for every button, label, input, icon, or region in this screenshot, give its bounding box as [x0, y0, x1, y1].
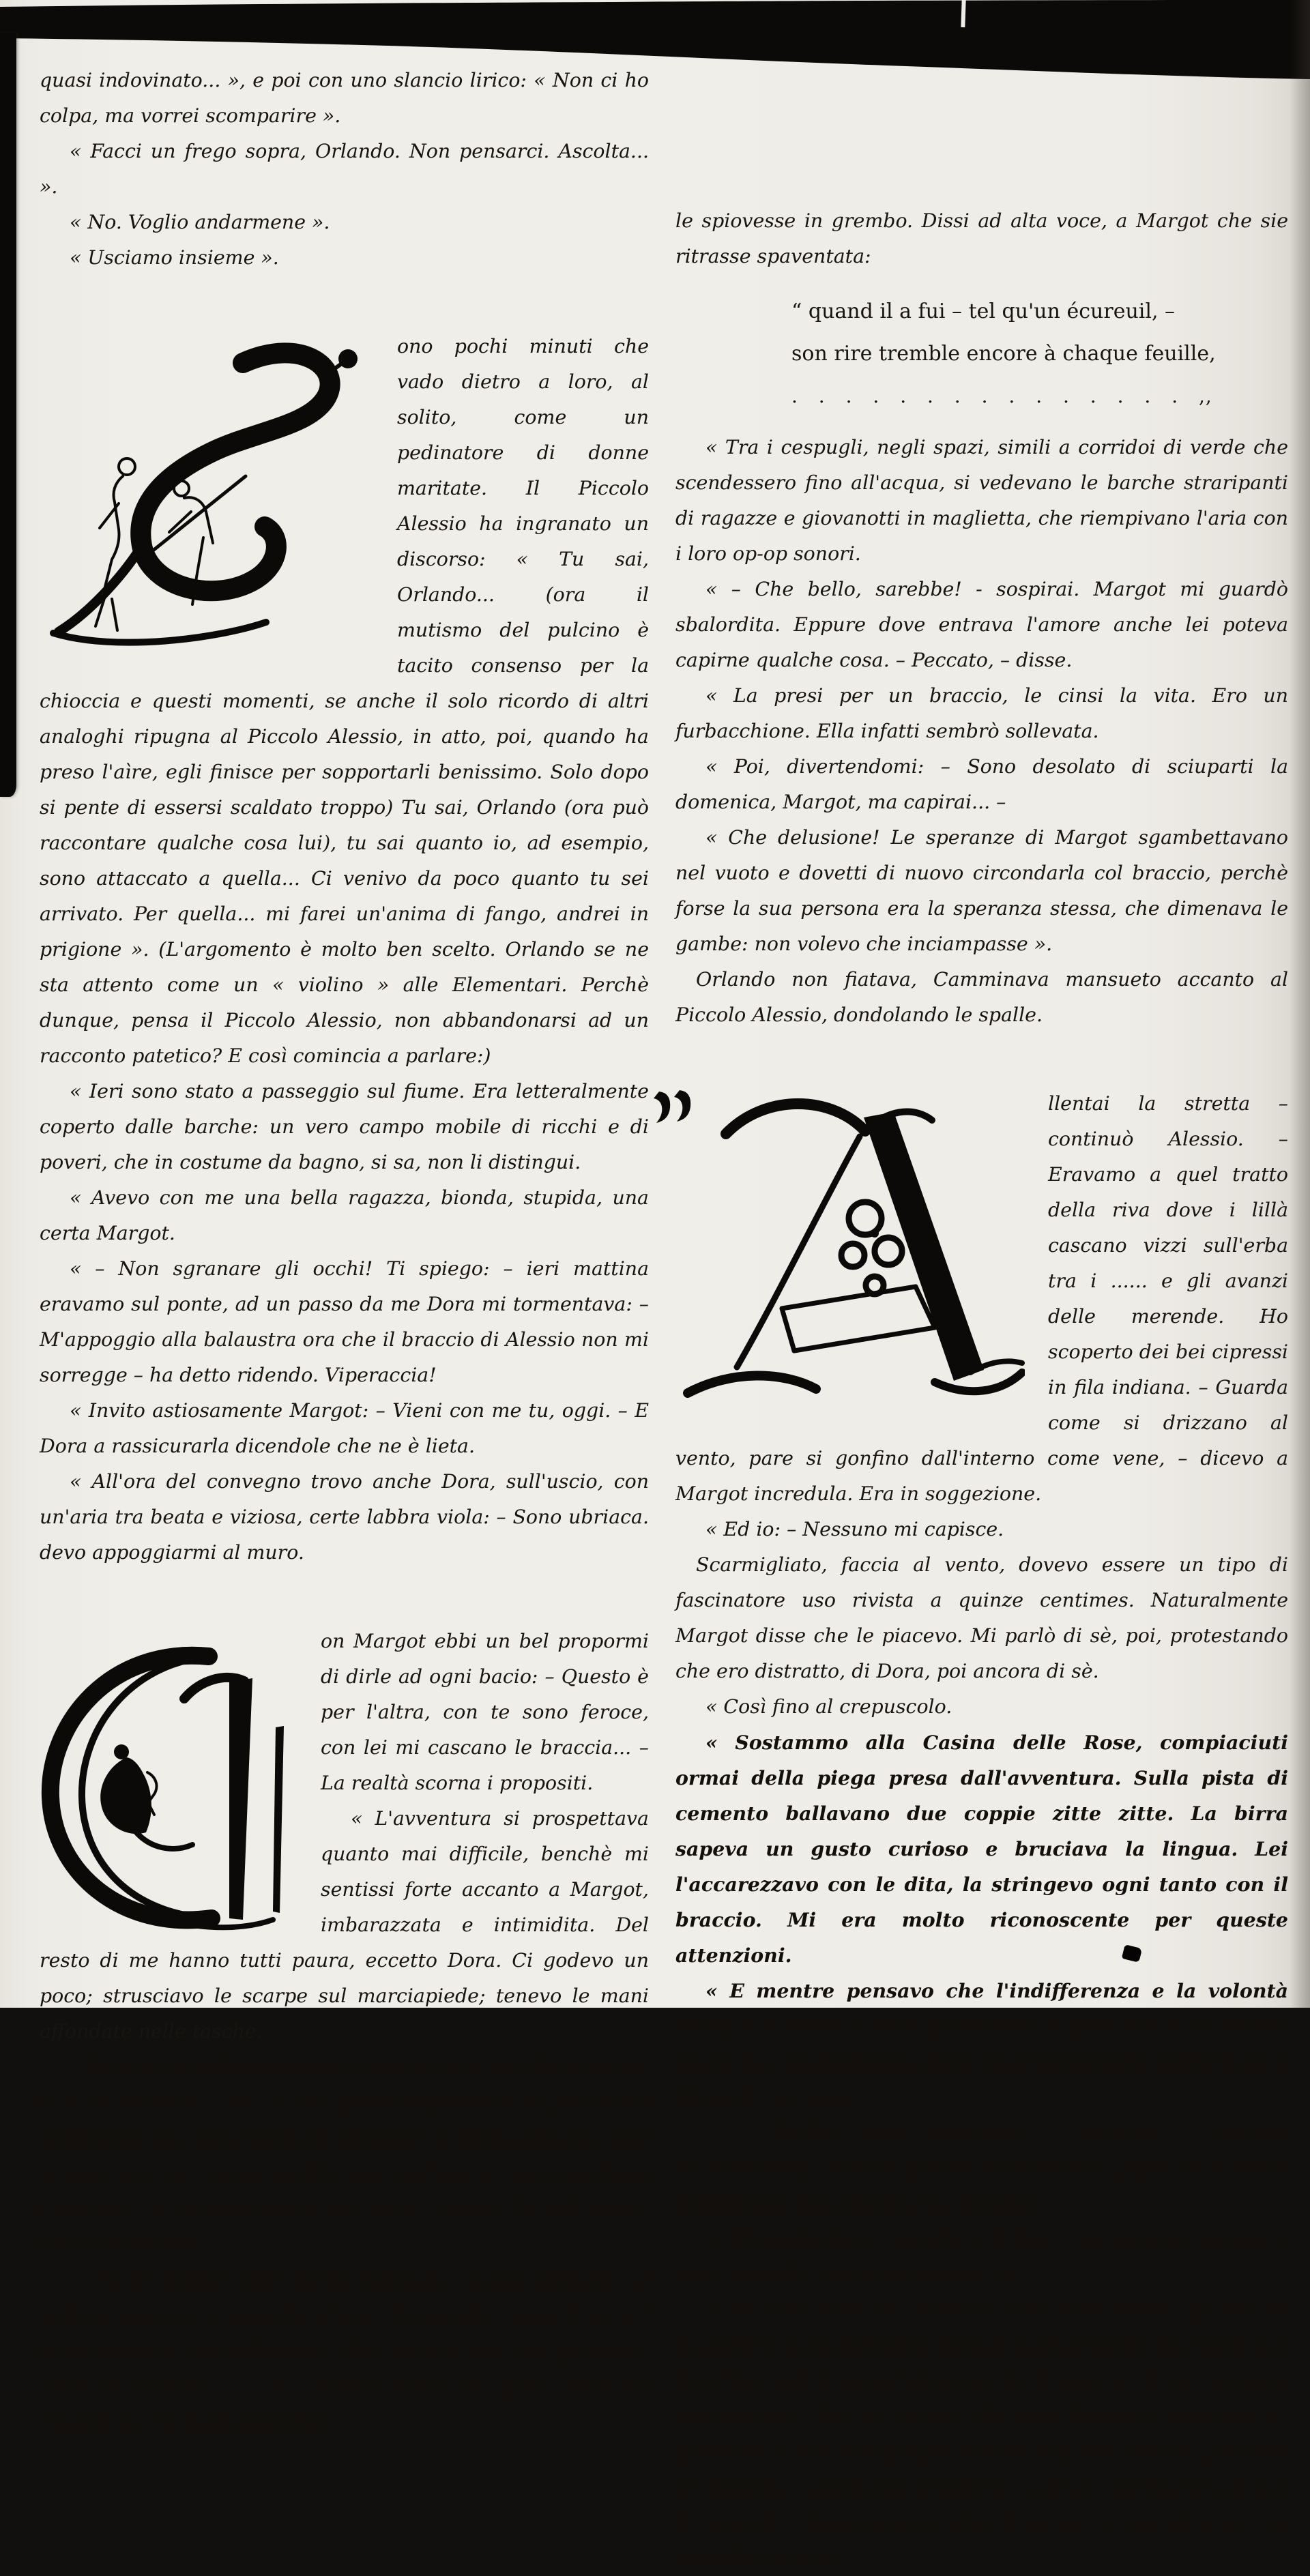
dropcap-c-illustration — [26, 1626, 296, 1940]
paragraph: Scarmigliato, faccia al vento, dovevo essere un tipo di fascinatore uso rivista a quinze centimes. Naturalmente Margot disse che le piacevo. Mi parlò di sè, poi, protestando che ero distratto, di Dora, poi ancora di sè. — [675, 1553, 1288, 1682]
paragraph: « – Voglio fare l'amante, – diceva. – Niente matrimonio, perchè quando avessi un pupo sento che non potrei più amare mio marito. – — [675, 2121, 1288, 2215]
woman-profile — [100, 1744, 192, 1849]
dropcap-s-illustration — [40, 333, 371, 648]
paragraph: « Ieri sono stato a passeggio sul fiume. Era letteralmente coperto dalle barche: un vero campo mobile di ricchi e di poveri, che in costume da bagno, si sa, non li distingui. — [40, 1080, 649, 1173]
paragraph: « Così fino al crepuscolo. — [705, 1695, 952, 1718]
paragraph: « – Non sgranare gli occhi! Ti spiego: – ieri mattina eravamo sul ponte, ad un passo da me Dora mi tormentava: – M'appoggio alla balaustra ora che il braccio di Alessio non mi sorregge – ha detto ridendo. Viperaccia! — [40, 1257, 649, 1386]
paragraph: « All'ora del convegno trovo anche Dora, sull'uscio, con un'aria tra beata e viziosa, certe labbra viola: – Sono ubriaca. devo appoggiarmi al muro. — [40, 1470, 649, 1564]
paragraph: « Doveva lasciar passare altri due mesi, prima di diventare maggiorenne, libera, padrona del suo destino. Avrebbe potuto legittimamente disporre di un piccolo patrimonio che le veniva da una lontana parente e, prima di allevare il pupo, se non le fosse ancora piovuto in grembo, viaggiare un poco. Voleva conoscere un po' di mondo. Immaginava che il pupo, nascendo, se ne sarebbe nutrito. — [675, 2298, 1288, 2570]
paragraph: « Sostammo alla Casina delle Rose, compiaciuti ormai della piega presa dall'avventura. Sulla pista di cemento ballavano due coppie zitte zitte. La birra sapeva un gusto curioso e bruciava la lingua. Lei l'accarezzavo con le dita, la stringevo ogni tanto con il braccio. Mi era molto riconoscente per queste attenzioni. — [675, 1731, 1288, 1967]
paragraph-continuation: quasi indovinato... », e poi con uno slancio lirico: « Non ci ho colpa, ma vorrei scomparire ». — [40, 69, 649, 127]
paragraph-text: on Margot ebbi un bel propormi di dirle ad ogni bacio: – Questo è per l'altra, con te sono feroce, con lei mi cascano le braccia... – La realtà scorna i propositi. — [321, 1630, 649, 1794]
paragraph: « Avevo con me una bella ragazza, bionda, stupida, una certa Margot. — [40, 1186, 649, 1244]
paragraph-dropcap-a — [675, 1086, 1288, 1512]
paragraph: « Margot sembrava quasi intelligente perchè taceva, e il suo imbarazzo, la sua preoccupazione la facevano sembrare piccina e pudica, mentre io la guardavo come si guarda una scimmietta, un ombrello: con qualche curiosità. Camminavamo accanto, messi lì dal caso, bizzarramente. — [40, 2055, 649, 2256]
scan-left-edge — [0, 33, 16, 797]
paragraph: « – Che bello, sarebbe! - sospirai. Margot mi guardò sbalordita. Eppure dove entrava l'amore anche lei poteva capirne qualche cosa. – Peccato, – disse. — [675, 578, 1288, 671]
scan-right-shadow — [1290, 0, 1310, 2008]
paragraph: « Invito astiosamente Margot: – Vieni con me tu, oggi. – E Dora a rassicurarla dicendole che ne è lieta. — [40, 1399, 649, 1457]
paragraph: « Facci un frego sopra, Orlando. Non pensarci. Ascolta... ». — [40, 140, 649, 198]
ornament-loops — [841, 1202, 902, 1294]
paragraph-dropcap-s — [40, 329, 649, 1074]
verse-ellipsis-line: . . . . . . . . . . . . . . . ,, — [791, 385, 1212, 407]
paragraph: « Sulle foglie fitte della scarpata, sugli arbusti, il sole si posava a monete d'oro. L'assurda avventura mi lasciava così insoddisfatto che potevo ancora pensare, letterariamente, a una Danae stesa su quel letto di muschio con quell'oro che — [40, 2268, 649, 2433]
paragraph: « Usciamo insieme ». — [70, 246, 279, 269]
verse-line: son rire tremble encore à chaque feuille, — [791, 342, 1216, 366]
paragraph: « Poi, divertendomi: – Sono desolato di sciuparti la domenica, Margot, ma capirai... – — [675, 755, 1288, 813]
paragraph: « E mentre pensavo che l'indifferenza e la volontà sono, in modo assai probabile, i poli di una stessa calamita, sulla piazzuola si accendevano le prime luci e Margot con esse. — [675, 1979, 1288, 2109]
paragraph: « L'avventura si prospettava quanto mai difficile, benchè mi sentissi forte accanto a Margot, imbarazzata e intimidita. Del resto di me hanno tutti paura, eccetto Dora. Ci godevo un poco; strusciavo le scarpe sul marciapiede; tenevo le mani affondate nelle tasche. — [40, 1807, 649, 2043]
paragraph-text: ono pochi minuti che vado dietro a loro, al solito, come un pedinatore di donne maritate. Il Piccolo Alessio ha ingranato un discorso: « Tu sai, Orlando... (ora il mutismo del pulcino è tacito consenso per la chioccia e questi momenti, se anche il solo ricordo di altri analoghi ripugna al Piccolo Alessio, in atto, poi, quando ha preso l'aìre, egli finisce per sopportarli benissimo. Solo dopo si pente di essersi scaldato troppo) Tu sai, Orlando (ora può raccontare qualche cosa lui), tu sai quanto io, ad esempio, sono attaccato a quella... Ci venivo da poco quanto tu sei arrivato. Per quella... mi farei un'anima di fango, andrei in prigione ». (L'argomento è molto ben scelto. Orlando se ne sta attento come un « violino » alle Elementari. Perchè dunque, pensa il Piccolo Alessio, non abbandonarsi ad un racconto patetico? E così comincia a parlare:) — [40, 335, 649, 1067]
open-quote-mark — [654, 1090, 690, 1123]
paragraph: « Margot diceva questo a labbra increspate, con una voce irreale, come ascoltandosi. — [675, 2227, 1288, 2286]
verse-line: “ quand il a fui – tel qu'un écureuil, – — [791, 299, 1176, 323]
dropcap-a-illustration — [650, 1089, 1025, 1404]
paragraph: « La presi per un braccio, le cinsi la vita. Ero un furbacchione. Ella infatti sembrò sollevata. — [675, 684, 1288, 742]
paragraph-continuation: le spiovesse in grembo. Dissi ad alta voce, a Margot che sie ritrasse spaventata: — [675, 209, 1288, 267]
right-column — [675, 63, 1288, 2576]
paragraph-text: llentai la stretta – continuò Alessio. – Eravamo a quel tratto della riva dove i lillà cascano vizzi sull'erba tra i ...... e gli avanzi delle merende. Ho scoperto dei bei cipressi in fila indiana. – Guarda come si drizzano al vento, pare si gonfino dall'interno come vene, – dicevo a Margot incredula. Era in soggezione. — [675, 1092, 1288, 1505]
left-column — [40, 63, 649, 2440]
paragraph: « Ed io: – Nessuno mi capisce. — [705, 1518, 1004, 1540]
paragraph: « Tra i cespugli, negli spazi, simili a corridoi di verde che scendessero fino all'acqua, si vedevano le barche straripanti di ragazze e giovanotti in maglietta, che riempivano l'aria con i loro op-op sonori. — [675, 436, 1288, 565]
paragraph: Orlando non fiatava, Camminava mansueto accanto al Piccolo Alessio, dondolando le spalle. — [675, 968, 1288, 1026]
paragraph-dropcap-c — [40, 1624, 649, 1801]
french-verse — [791, 291, 1288, 418]
paragraph: « Che delusione! Le speranze di Margot sgambettavano nel vuoto e dovetti di nuovo circondarla col braccio, perchè forse la sua persona era la speranza stessa, che dimenava le gambe: non volevo che inciampasse ». — [675, 826, 1288, 955]
paragraph: « No. Voglio andarmene ». — [70, 211, 330, 233]
